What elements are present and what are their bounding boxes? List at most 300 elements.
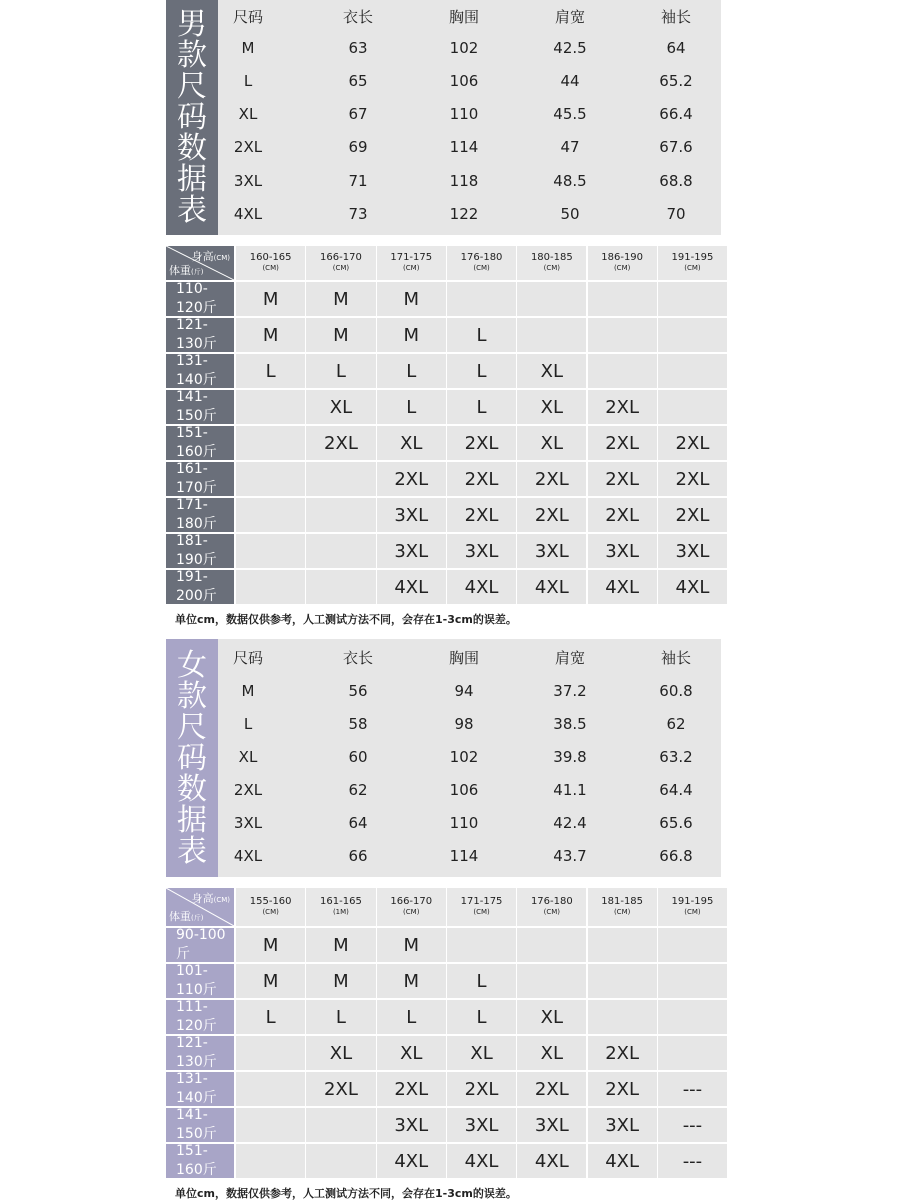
size-recommendation-cell: 2XL: [447, 462, 516, 496]
corner-weight-unit: (斤): [191, 914, 204, 922]
size-recommendation-cell: XL: [517, 354, 586, 388]
size-recommendation-cell: 2XL: [377, 462, 446, 496]
size-recommendation-cell: [658, 964, 727, 998]
size-cell: 63: [348, 38, 368, 57]
weight-row-label: 121-130斤: [166, 1036, 234, 1070]
weight-row-label: 101-110斤: [166, 964, 234, 998]
height-range: 171-175: [460, 896, 503, 907]
weight-row: [166, 534, 721, 568]
weight-row: [166, 390, 721, 424]
size-cell: 58: [348, 714, 368, 733]
size-cell: 38.5: [553, 714, 587, 733]
men-size-chart: [166, 0, 721, 235]
size-cell: 56: [348, 681, 368, 700]
size-header-cell: 袖长: [660, 649, 692, 667]
size-recommendation-cell: 2XL: [588, 426, 657, 460]
size-recommendation-cell: 3XL: [377, 534, 446, 568]
title-char: 数: [177, 131, 207, 166]
size-cell: 122: [449, 204, 479, 223]
title-char: 数: [177, 771, 207, 807]
size-cell: L: [243, 714, 253, 733]
size-cell: 110: [449, 104, 479, 123]
size-cell: 60: [348, 747, 368, 766]
corner-height-text: 身高: [191, 250, 214, 263]
size-cell: 64: [666, 38, 686, 57]
size-recommendation-cell: L: [377, 390, 446, 424]
height-unit: (1M): [332, 908, 349, 916]
size-row: [218, 839, 721, 872]
size-recommendation-cell: L: [377, 354, 446, 388]
size-recommendation-cell: [306, 570, 375, 604]
size-recommendation-cell: [236, 1036, 305, 1070]
size-recommendation-cell: [658, 1036, 727, 1070]
size-recommendation-cell: 4XL: [658, 570, 727, 604]
size-cell: 3XL: [233, 813, 263, 832]
height-range: 180-185: [530, 252, 573, 263]
height-range: 155-160: [249, 896, 292, 907]
height-column-header: [236, 246, 305, 280]
size-recommendation-cell: [658, 354, 727, 388]
weight-row: [166, 318, 721, 352]
size-cell: 50: [560, 204, 580, 223]
height-range: 166-170: [390, 896, 433, 907]
size-recommendation-cell: L: [447, 354, 516, 388]
size-cell: 44: [560, 71, 580, 90]
size-row: [218, 674, 721, 707]
size-row: [218, 130, 721, 163]
weight-row: [166, 354, 721, 388]
size-row: [218, 773, 721, 806]
size-recommendation-cell: 4XL: [588, 1144, 657, 1178]
height-header-row: [166, 246, 721, 280]
size-recommendation-cell: ---: [658, 1072, 727, 1106]
weight-row: [166, 1144, 721, 1178]
size-header-cell: 袖长: [660, 8, 692, 26]
size-recommendation-cell: 3XL: [588, 1108, 657, 1142]
height-column-header: [447, 888, 516, 926]
size-recommendation-cell: 2XL: [447, 426, 516, 460]
size-recommendation-cell: 3XL: [447, 1108, 516, 1142]
weight-row-label: 181-190斤: [166, 534, 234, 568]
size-recommendation-cell: 2XL: [588, 1036, 657, 1070]
weight-row-label: 110-120斤: [166, 282, 234, 316]
size-cell: 71: [348, 171, 368, 190]
title-char: 据: [177, 802, 207, 838]
size-recommendation-cell: 2XL: [658, 462, 727, 496]
size-cell: 66: [348, 846, 368, 865]
size-recommendation-cell: [236, 390, 305, 424]
size-cell: 68.8: [659, 171, 693, 190]
height-range: 191-195: [671, 896, 714, 907]
size-cell: L: [243, 71, 253, 90]
title-char: 女: [177, 647, 207, 683]
size-cell: 118: [449, 171, 479, 190]
height-column-header: [447, 246, 516, 280]
size-cell: 94: [454, 681, 474, 700]
height-column-header: [377, 888, 446, 926]
height-column-header: [306, 246, 375, 280]
size-cell: 2XL: [233, 780, 263, 799]
size-recommendation-cell: [447, 282, 516, 316]
size-recommendation-cell: 2XL: [377, 1072, 446, 1106]
size-recommendation-cell: 4XL: [447, 570, 516, 604]
size-cell: 102: [449, 747, 479, 766]
height-unit: (CM): [543, 908, 561, 916]
size-cell: XL: [238, 104, 258, 123]
size-recommendation-cell: 2XL: [588, 498, 657, 532]
size-header-cell: 胸围: [448, 8, 480, 26]
size-recommendation-cell: [306, 462, 375, 496]
size-recommendation-cell: 2XL: [588, 462, 657, 496]
size-cell: 67.6: [659, 137, 693, 156]
size-cell: 106: [449, 780, 479, 799]
size-cell: 63.2: [659, 747, 693, 766]
size-recommendation-cell: M: [306, 318, 375, 352]
height-range: 161-165: [320, 896, 362, 907]
size-recommendation-cell: [306, 498, 375, 532]
size-header-cell: 胸围: [448, 649, 480, 667]
height-unit: (CM): [262, 908, 279, 916]
corner-weight-label: [169, 908, 203, 924]
size-row: [218, 164, 721, 197]
size-header-cell: 尺码: [232, 649, 264, 667]
size-recommendation-cell: [658, 1000, 727, 1034]
size-recommendation-cell: L: [377, 1000, 446, 1034]
height-unit: (CM): [403, 264, 420, 272]
size-cell: M: [241, 38, 255, 57]
height-range: 160-165: [249, 252, 292, 263]
size-recommendation-cell: 4XL: [517, 1144, 586, 1178]
size-cell: 66.4: [659, 104, 693, 123]
title-char: 表: [177, 193, 207, 228]
size-recommendation-cell: 2XL: [447, 1072, 516, 1106]
size-cell: 45.5: [553, 104, 587, 123]
size-recommendation-cell: [447, 928, 516, 962]
size-recommendation-cell: XL: [517, 1036, 586, 1070]
height-range: 176-180: [530, 896, 573, 907]
size-cell: 106: [449, 71, 479, 90]
size-header-cell: 尺码: [232, 8, 264, 26]
size-recommendation-cell: [658, 928, 727, 962]
size-recommendation-cell: M: [236, 318, 305, 352]
men-size-grid: [218, 0, 721, 235]
size-cell: 4XL: [233, 846, 263, 865]
size-row: [218, 31, 721, 64]
size-cell: 43.7: [553, 846, 587, 865]
size-cell: 3XL: [233, 171, 263, 190]
size-row: [218, 197, 721, 230]
weight-row-label: 171-180斤: [166, 498, 234, 532]
size-recommendation-cell: L: [236, 354, 305, 388]
size-recommendation-cell: [236, 570, 305, 604]
size-recommendation-cell: 3XL: [377, 1108, 446, 1142]
size-cell: 47: [560, 137, 580, 156]
size-header-cell: 肩宽: [554, 649, 586, 667]
height-unit: (CM): [332, 264, 350, 272]
size-recommendation-cell: 3XL: [658, 534, 727, 568]
size-cell: 65.2: [659, 71, 693, 90]
corner-height-text: 身高: [191, 892, 214, 905]
size-cell: 65.6: [659, 813, 693, 832]
size-row: [218, 740, 721, 773]
height-column-header: [658, 246, 727, 280]
size-recommendation-cell: [236, 1108, 305, 1142]
size-recommendation-cell: [658, 318, 727, 352]
size-recommendation-cell: [236, 1072, 305, 1106]
height-unit: (CM): [473, 908, 490, 916]
size-header-cell: 肩宽: [554, 8, 586, 26]
size-recommendation-cell: M: [236, 928, 305, 962]
size-cell: 64.4: [659, 780, 693, 799]
size-recommendation-cell: 4XL: [447, 1144, 516, 1178]
size-cell: 42.5: [553, 38, 587, 57]
weight-row: [166, 570, 721, 604]
men-size-chart-title: [166, 0, 218, 235]
height-range: 186-190: [601, 252, 644, 263]
size-cell: 39.8: [553, 747, 587, 766]
size-recommendation-cell: XL: [517, 390, 586, 424]
size-cell: XL: [238, 747, 258, 766]
size-recommendation-cell: 2XL: [306, 1072, 375, 1106]
size-recommendation-cell: XL: [377, 1036, 446, 1070]
size-recommendation-cell: 3XL: [517, 534, 586, 568]
size-recommendation-cell: 2XL: [588, 1072, 657, 1106]
size-recommendation-cell: [517, 964, 586, 998]
size-recommendation-cell: 2XL: [588, 390, 657, 424]
size-recommendation-cell: [588, 1000, 657, 1034]
size-cell: 64: [348, 813, 368, 832]
title-char: 表: [177, 833, 207, 869]
weight-row-label: 121-130斤: [166, 318, 234, 352]
height-column-header: [658, 888, 727, 926]
size-recommendation-cell: [588, 318, 657, 352]
size-cell: 42.4: [553, 813, 587, 832]
height-column-header: [517, 246, 586, 280]
size-recommendation-cell: M: [377, 964, 446, 998]
title-char: 尺: [177, 69, 207, 104]
size-recommendation-cell: 4XL: [377, 570, 446, 604]
weight-row: [166, 282, 721, 316]
height-unit: (CM): [613, 908, 631, 916]
size-recommendation-cell: M: [377, 318, 446, 352]
weight-row-label: 161-170斤: [166, 462, 234, 496]
size-recommendation-cell: [517, 282, 586, 316]
size-recommendation-cell: [306, 534, 375, 568]
weight-row-label: 131-140斤: [166, 1072, 234, 1106]
title-char: 款: [177, 38, 207, 73]
size-recommendation-cell: 3XL: [377, 498, 446, 532]
corner-weight-text: 体重: [169, 264, 191, 277]
size-cell: 69: [348, 137, 368, 156]
size-recommendation-cell: [658, 390, 727, 424]
size-recommendation-cell: L: [236, 1000, 305, 1034]
weight-row-label: 141-150斤: [166, 1108, 234, 1142]
size-recommendation-cell: 3XL: [447, 534, 516, 568]
corner-height-label: [192, 890, 230, 906]
size-recommendation-cell: 2XL: [517, 1072, 586, 1106]
women-weight-height-table: [166, 888, 721, 1176]
weight-row-label: 151-160斤: [166, 1144, 234, 1178]
height-column-header: [588, 888, 657, 926]
size-cell: 70: [666, 204, 686, 223]
disclaimer-note: 单位cm，数据仅供参考，人工测试方法不同，会存在1-3cm的误差。: [175, 613, 517, 626]
size-cell: 110: [449, 813, 479, 832]
size-header-cell: 衣长: [342, 649, 374, 667]
size-cell: 2XL: [233, 137, 263, 156]
size-recommendation-cell: [588, 282, 657, 316]
size-recommendation-cell: M: [306, 928, 375, 962]
size-recommendation-cell: 4XL: [377, 1144, 446, 1178]
weight-row: [166, 1000, 721, 1034]
weight-row: [166, 1036, 721, 1070]
size-recommendation-cell: [236, 498, 305, 532]
size-recommendation-cell: L: [447, 964, 516, 998]
size-recommendation-cell: M: [377, 282, 446, 316]
size-recommendation-cell: 4XL: [517, 570, 586, 604]
size-row: [218, 64, 721, 97]
size-recommendation-cell: [306, 1144, 375, 1178]
size-recommendation-cell: L: [447, 1000, 516, 1034]
size-cell: 66.8: [659, 846, 693, 865]
size-cell: 98: [454, 714, 474, 733]
weight-row-label: 131-140斤: [166, 354, 234, 388]
corner-height-unit: (CM): [213, 896, 230, 904]
height-unit: (CM): [684, 908, 701, 916]
size-cell: 4XL: [233, 204, 263, 223]
size-cell: 114: [449, 137, 479, 156]
size-recommendation-cell: M: [306, 964, 375, 998]
women-size-chart-title: [166, 639, 218, 877]
size-recommendation-cell: [588, 928, 657, 962]
size-recommendation-cell: 2XL: [517, 462, 586, 496]
size-recommendation-cell: [517, 318, 586, 352]
size-row: [218, 806, 721, 839]
size-recommendation-cell: XL: [306, 390, 375, 424]
weight-row-label: 141-150斤: [166, 390, 234, 424]
size-recommendation-cell: XL: [306, 1036, 375, 1070]
size-cell: 62: [348, 780, 368, 799]
height-unit: (CM): [473, 264, 490, 272]
height-range: 191-195: [671, 252, 714, 263]
height-header-row: [166, 888, 721, 926]
height-range: 181-185: [601, 896, 644, 907]
height-unit: (CM): [403, 908, 420, 916]
size-recommendation-cell: XL: [517, 1000, 586, 1034]
weight-row: [166, 928, 721, 962]
size-recommendation-cell: 4XL: [588, 570, 657, 604]
size-row: [218, 97, 721, 130]
size-cell: 67: [348, 104, 368, 123]
weight-row: [166, 498, 721, 532]
size-row: [218, 707, 721, 740]
height-column-header: [517, 888, 586, 926]
size-recommendation-cell: M: [236, 282, 305, 316]
size-recommendation-cell: [517, 928, 586, 962]
size-cell: M: [241, 681, 255, 700]
height-unit: (CM): [613, 264, 631, 272]
height-unit: (CM): [543, 264, 561, 272]
size-recommendation-cell: [306, 1108, 375, 1142]
height-range: 171-175: [390, 252, 433, 263]
height-column-header: [306, 888, 375, 926]
weight-row: [166, 462, 721, 496]
weight-row: [166, 1072, 721, 1106]
weight-row-label: 111-120斤: [166, 1000, 234, 1034]
size-cell: 102: [449, 38, 479, 57]
weight-row-label: 191-200斤: [166, 570, 234, 604]
size-recommendation-cell: 3XL: [588, 534, 657, 568]
size-recommendation-cell: [236, 1144, 305, 1178]
corner-weight-label: [169, 262, 203, 278]
size-recommendation-cell: ---: [658, 1144, 727, 1178]
size-recommendation-cell: XL: [517, 426, 586, 460]
size-recommendation-cell: 2XL: [658, 426, 727, 460]
size-recommendation-cell: L: [447, 390, 516, 424]
size-cell: 73: [348, 204, 368, 223]
size-recommendation-cell: [588, 964, 657, 998]
size-cell: 37.2: [553, 681, 587, 700]
weight-row: [166, 1108, 721, 1142]
corner-height-unit: (CM): [213, 254, 230, 262]
title-char: 尺: [177, 709, 207, 745]
size-recommendation-cell: XL: [447, 1036, 516, 1070]
weight-row-label: 90-100斤: [166, 928, 234, 962]
size-header-row: [218, 0, 721, 33]
size-recommendation-cell: L: [447, 318, 516, 352]
height-unit: (CM): [684, 264, 701, 272]
size-cell: 48.5: [553, 171, 587, 190]
size-recommendation-cell: XL: [377, 426, 446, 460]
size-recommendation-cell: L: [306, 354, 375, 388]
corner-weight-unit: (斤): [191, 268, 204, 276]
title-char: 码: [177, 740, 207, 776]
title-char: 款: [177, 678, 207, 714]
size-cell: 114: [449, 846, 479, 865]
size-recommendation-cell: [236, 534, 305, 568]
height-range: 176-180: [460, 252, 503, 263]
size-recommendation-cell: 3XL: [517, 1108, 586, 1142]
corner-cell: [166, 888, 234, 926]
height-unit: (CM): [262, 264, 279, 272]
size-recommendation-cell: M: [236, 964, 305, 998]
size-recommendation-cell: 2XL: [447, 498, 516, 532]
weight-row: [166, 426, 721, 460]
size-cell: 62: [666, 714, 686, 733]
height-column-header: [588, 246, 657, 280]
size-recommendation-cell: L: [306, 1000, 375, 1034]
height-column-header: [236, 888, 305, 926]
size-cell: 60.8: [659, 681, 693, 700]
women-size-grid: [218, 639, 721, 877]
size-recommendation-cell: M: [377, 928, 446, 962]
title-char: 男: [177, 7, 207, 42]
size-recommendation-cell: [236, 426, 305, 460]
size-header-cell: 衣长: [342, 8, 374, 26]
disclaimer-note: 单位cm，数据仅供参考，人工测试方法不同，会存在1-3cm的误差。: [175, 1187, 517, 1200]
weight-row: [166, 964, 721, 998]
title-char: 码: [177, 100, 207, 135]
size-recommendation-cell: [658, 282, 727, 316]
height-column-header: [377, 246, 446, 280]
size-cell: 41.1: [553, 780, 587, 799]
weight-row-label: 151-160斤: [166, 426, 234, 460]
size-recommendation-cell: M: [306, 282, 375, 316]
size-header-row: [218, 641, 721, 674]
size-cell: 65: [348, 71, 368, 90]
size-recommendation-cell: 2XL: [306, 426, 375, 460]
size-recommendation-cell: 2XL: [517, 498, 586, 532]
size-recommendation-cell: [236, 462, 305, 496]
